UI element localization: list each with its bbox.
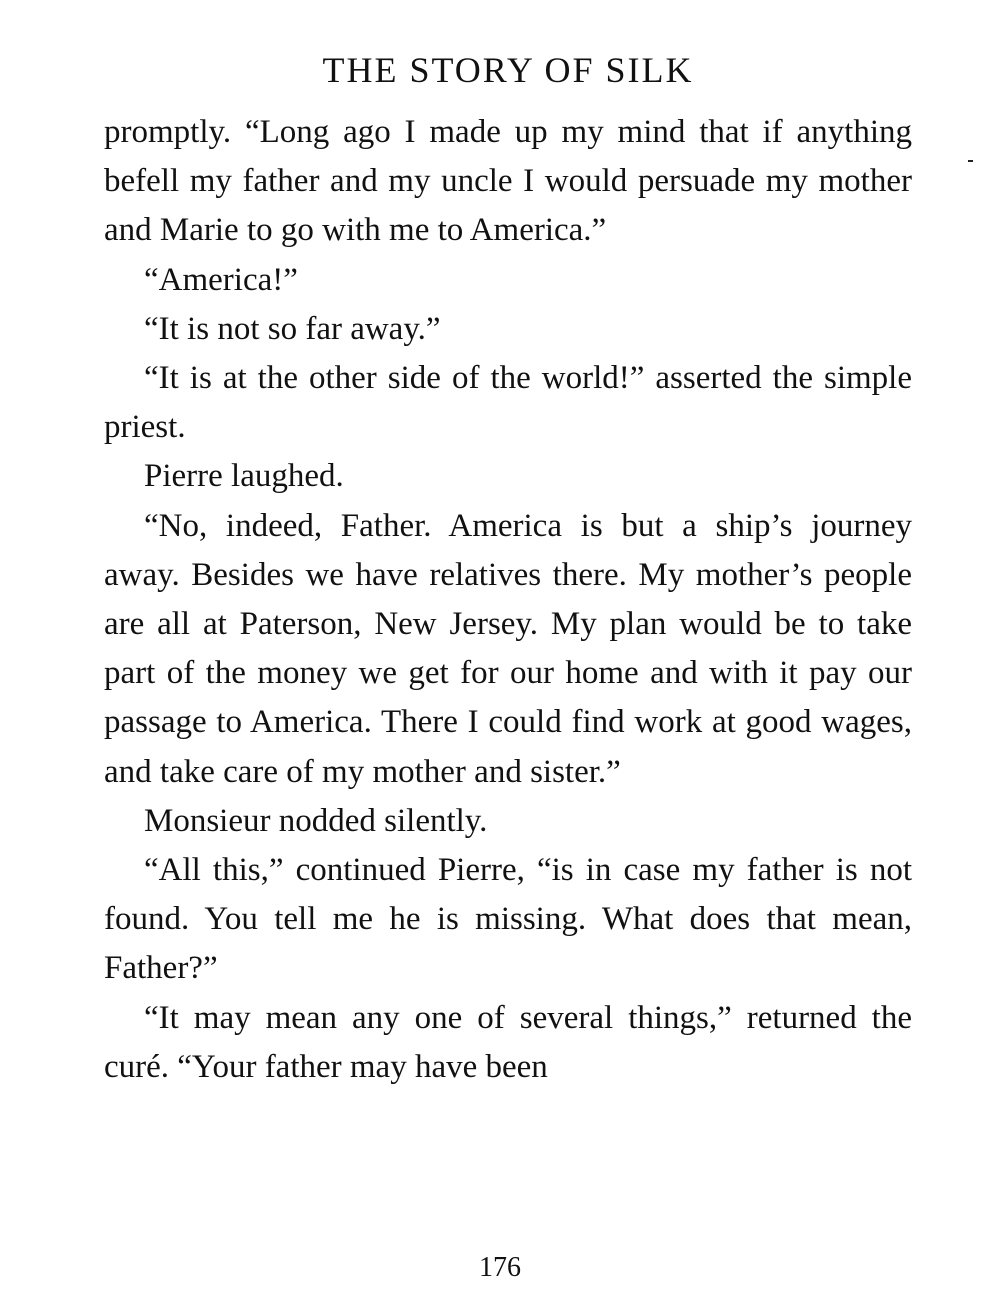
body-text <box>104 108 912 1092</box>
paragraph: “It is at the other side of the world!” asserted the simple priest. <box>104 360 912 446</box>
book-page <box>104 44 912 1092</box>
print-speck <box>968 160 973 162</box>
paragraph: “All this,” continued Pierre, “is in case my father is not found. You tell me he is missing. What does that mean, Father?” <box>104 852 912 987</box>
paragraph: “America!” <box>144 261 298 298</box>
paragraph: promptly. “Long ago I made up my mind that if anything befell my father and my uncle I would persuade my mother and Marie to go with me to America.” <box>104 114 912 249</box>
paragraph: “It is not so far away.” <box>144 310 441 347</box>
paragraph-continued: “It may mean any one of several things,” returned the curé. “Your father may have been <box>104 999 912 1085</box>
page-number: 176 <box>479 1252 521 1283</box>
paragraph: “No, indeed, Father. America is but a ship’s journey away. Besides we have relatives there. My mother’s people are all at Paterson, New Jersey. My plan would be to take part of the money we get for our home and with it pay our passage to America. There I could find work at good wages, and take care of my mother and sister.” <box>104 507 912 790</box>
running-head: THE STORY OF SILK <box>322 50 694 90</box>
paragraph: Pierre laughed. <box>144 458 344 495</box>
paragraph: Monsieur nodded silently. <box>144 802 488 839</box>
